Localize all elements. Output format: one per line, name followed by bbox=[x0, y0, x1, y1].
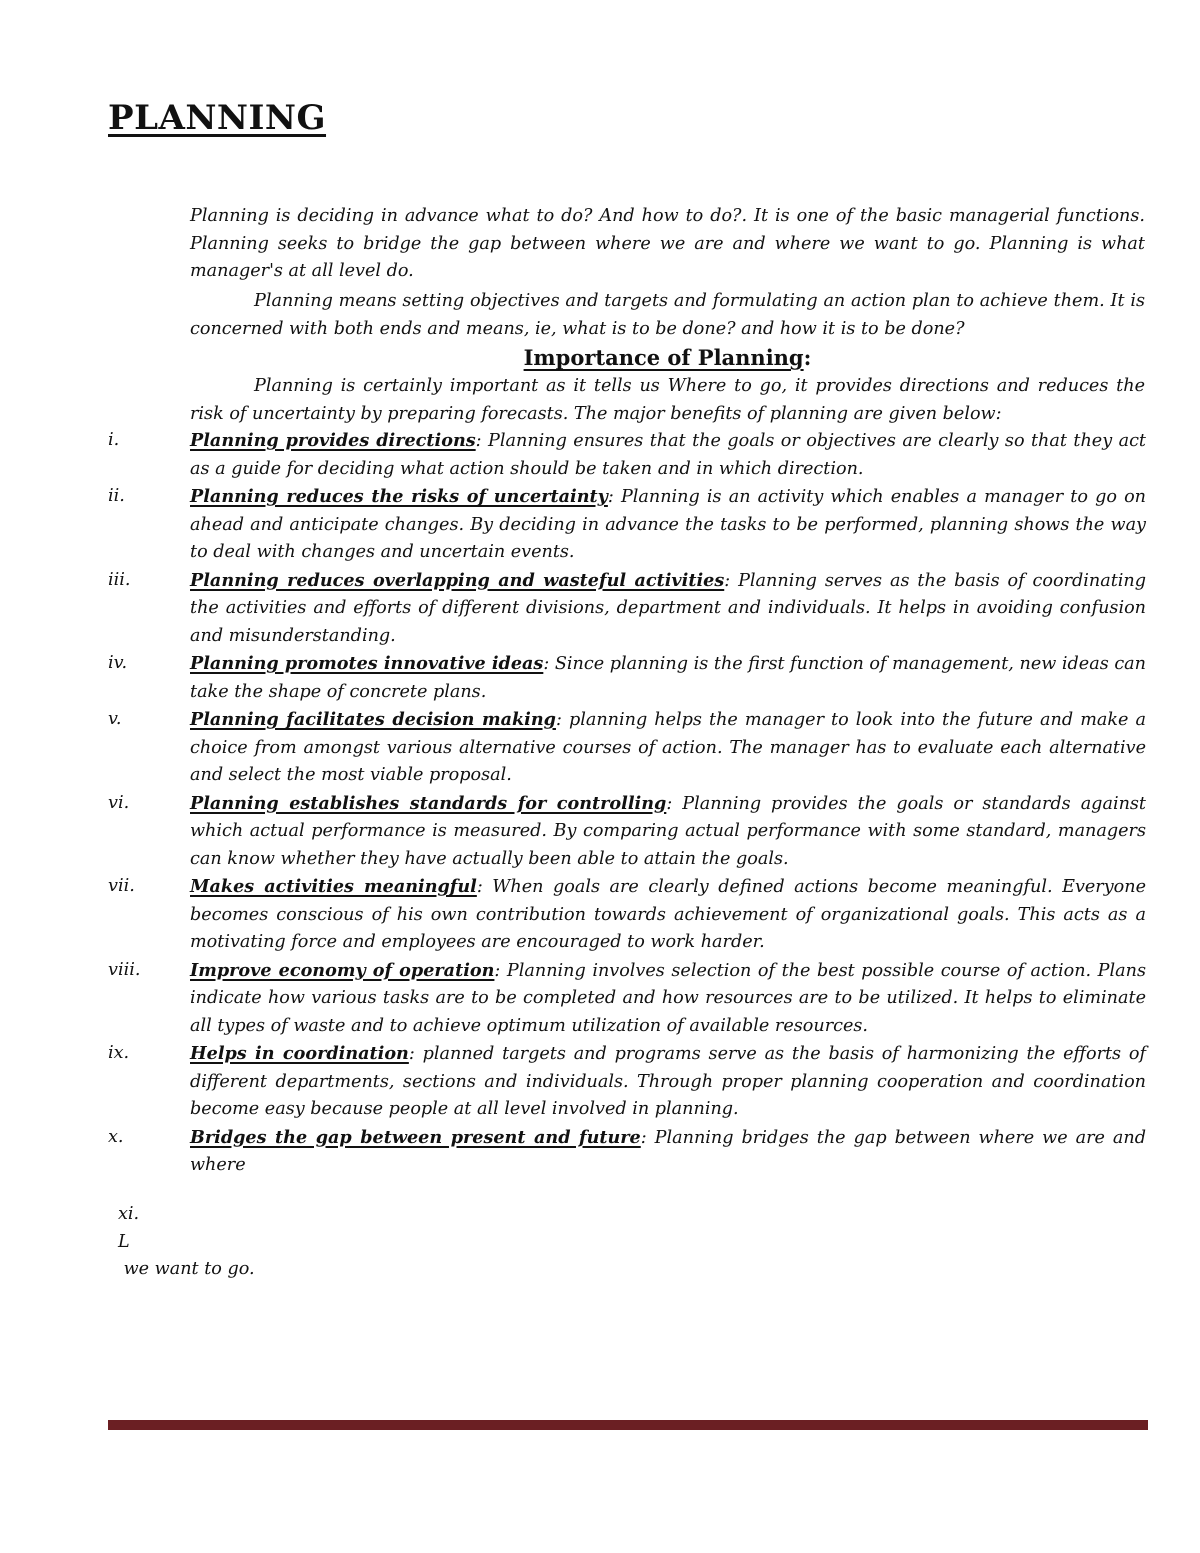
benefit-numeral: vi. bbox=[108, 792, 130, 813]
page-title: PLANNING bbox=[108, 98, 327, 138]
benefit-body bbox=[190, 567, 1160, 651]
benefit-title: Improve economy of operation bbox=[190, 959, 495, 981]
benefit-title: Helps in coordination bbox=[190, 1043, 409, 1064]
benefit-body bbox=[190, 427, 1160, 483]
benefit-text: : When goals are clearly defined actions become meaningful. Everyone becomes conscious of his own contribution towards achievement of organizational goals. This acts as a motivating force and employees are encouraged to work harder. bbox=[190, 877, 1146, 952]
benefit-item bbox=[108, 567, 1160, 651]
benefit-item bbox=[108, 427, 1160, 483]
trailing-text: we want to go. bbox=[118, 1259, 255, 1279]
benefit-text: : Planning is an activity which enables a manager to go on ahead and anticipate changes. By deciding in advance the tasks to be performed, planning shows the way to deal with changes and uncertain events. bbox=[190, 487, 1146, 562]
benefit-title: Makes activities meaningful bbox=[190, 876, 477, 897]
importance-intro-paragraph: Planning is certainly important as it tells us Where to go, it provides directions and reduces the risk of uncertainty by preparing forecasts. The major benefits of planning are given below: bbox=[190, 376, 1145, 424]
benefit-item bbox=[108, 957, 1160, 1041]
benefit-body bbox=[190, 790, 1160, 874]
benefit-body bbox=[190, 873, 1160, 957]
benefit-text: : planning helps the manager to look into the future and make a choice from amongst various alternative courses of action. The manager has to evaluate each alternative and select the most viable proposal. bbox=[190, 710, 1146, 785]
benefit-item bbox=[108, 483, 1160, 567]
benefit-title: Bridges the gap between present and future bbox=[190, 1126, 641, 1148]
benefit-body bbox=[190, 1040, 1160, 1124]
benefit-numeral: ix. bbox=[108, 1043, 130, 1063]
trailing-numeral: xi. bbox=[118, 1204, 140, 1224]
trailing-letter: L bbox=[118, 1231, 130, 1252]
benefit-text: : Planning involves selection of the best possible course of action. Plans indicate how various tasks are to be completed and how resources are to be utilized. It helps to eliminate all types of waste and to achieve optimum utilization of available resources. bbox=[190, 960, 1146, 1036]
benefit-item bbox=[108, 790, 1160, 874]
intro-paragraph-2: Planning means setting objectives and targets and formulating an action plan to achieve them. It is concerned with both ends and means, ie, what is to be done? and how it is to be done? bbox=[190, 291, 1145, 339]
benefit-item bbox=[108, 650, 1160, 706]
benefit-numeral: iv. bbox=[108, 653, 128, 673]
benefit-numeral: iii. bbox=[108, 569, 131, 590]
benefits-list bbox=[108, 427, 1160, 1180]
benefit-text: : Planning bridges the gap between where we are and where bbox=[190, 1127, 1147, 1175]
benefit-body bbox=[190, 957, 1160, 1041]
benefit-numeral: i. bbox=[108, 430, 120, 450]
footer-rule bbox=[108, 1420, 1148, 1430]
intro-paragraph-1: Planning is deciding in advance what to do? And how to do?. It is one of the basic managerial functions. Planning seeks to bridge the gap between where we are and where we want to go. Planning is what manager's at all level do. bbox=[190, 206, 1145, 281]
benefit-title: Planning promotes innovative ideas bbox=[190, 653, 544, 674]
benefit-title: Planning establishes standards for controlling bbox=[190, 792, 667, 814]
benefit-text: : Planning serves as the basis of coordinating the activities and efforts of different divisions, department and individuals. It helps in avoiding confusion and misunderstanding. bbox=[190, 570, 1146, 646]
benefit-text: : Planning provides the goals or standards against which actual performance is measured. By comparing actual performance with some standard, managers can know whether they have actually been able to attain the goals. bbox=[190, 793, 1146, 869]
benefit-title: Planning provides directions bbox=[190, 430, 476, 451]
benefit-body bbox=[190, 483, 1160, 567]
section-heading-colon: : bbox=[803, 345, 812, 370]
benefit-numeral: vii. bbox=[108, 876, 135, 896]
benefit-body bbox=[190, 706, 1160, 790]
benefit-title: Planning reduces overlapping and wasteful activities bbox=[190, 569, 725, 591]
benefit-text: : planned targets and programs serve as the basis of harmonizing the efforts of different departments, sections and individuals. Through proper planning cooperation and coordination become easy because people at all level involved in planning. bbox=[190, 1044, 1147, 1119]
benefit-title: Planning reduces the risks of uncertainty bbox=[190, 486, 608, 507]
benefit-body bbox=[190, 650, 1160, 706]
benefit-text: : Since planning is the first function of management, new ideas can take the shape of concrete plans. bbox=[190, 654, 1146, 702]
benefit-body bbox=[190, 1124, 1160, 1180]
section-heading-text: Importance of Planning bbox=[523, 345, 804, 370]
benefit-numeral: viii. bbox=[108, 959, 141, 980]
benefit-item bbox=[108, 1040, 1160, 1124]
benefit-numeral: x. bbox=[108, 1126, 124, 1147]
section-heading-importance bbox=[190, 343, 1145, 373]
benefit-text: : Planning ensures that the goals or objectives are clearly so that they act as a guide for deciding what action should be taken and in which direction. bbox=[190, 431, 1146, 479]
benefit-numeral: ii. bbox=[108, 486, 125, 506]
benefit-item bbox=[108, 873, 1160, 957]
benefit-numeral: v. bbox=[108, 709, 122, 729]
trailing-fragment bbox=[118, 1201, 255, 1284]
benefit-title: Planning facilitates decision making bbox=[190, 709, 556, 730]
benefit-item bbox=[108, 1124, 1160, 1180]
benefit-item bbox=[108, 706, 1160, 790]
